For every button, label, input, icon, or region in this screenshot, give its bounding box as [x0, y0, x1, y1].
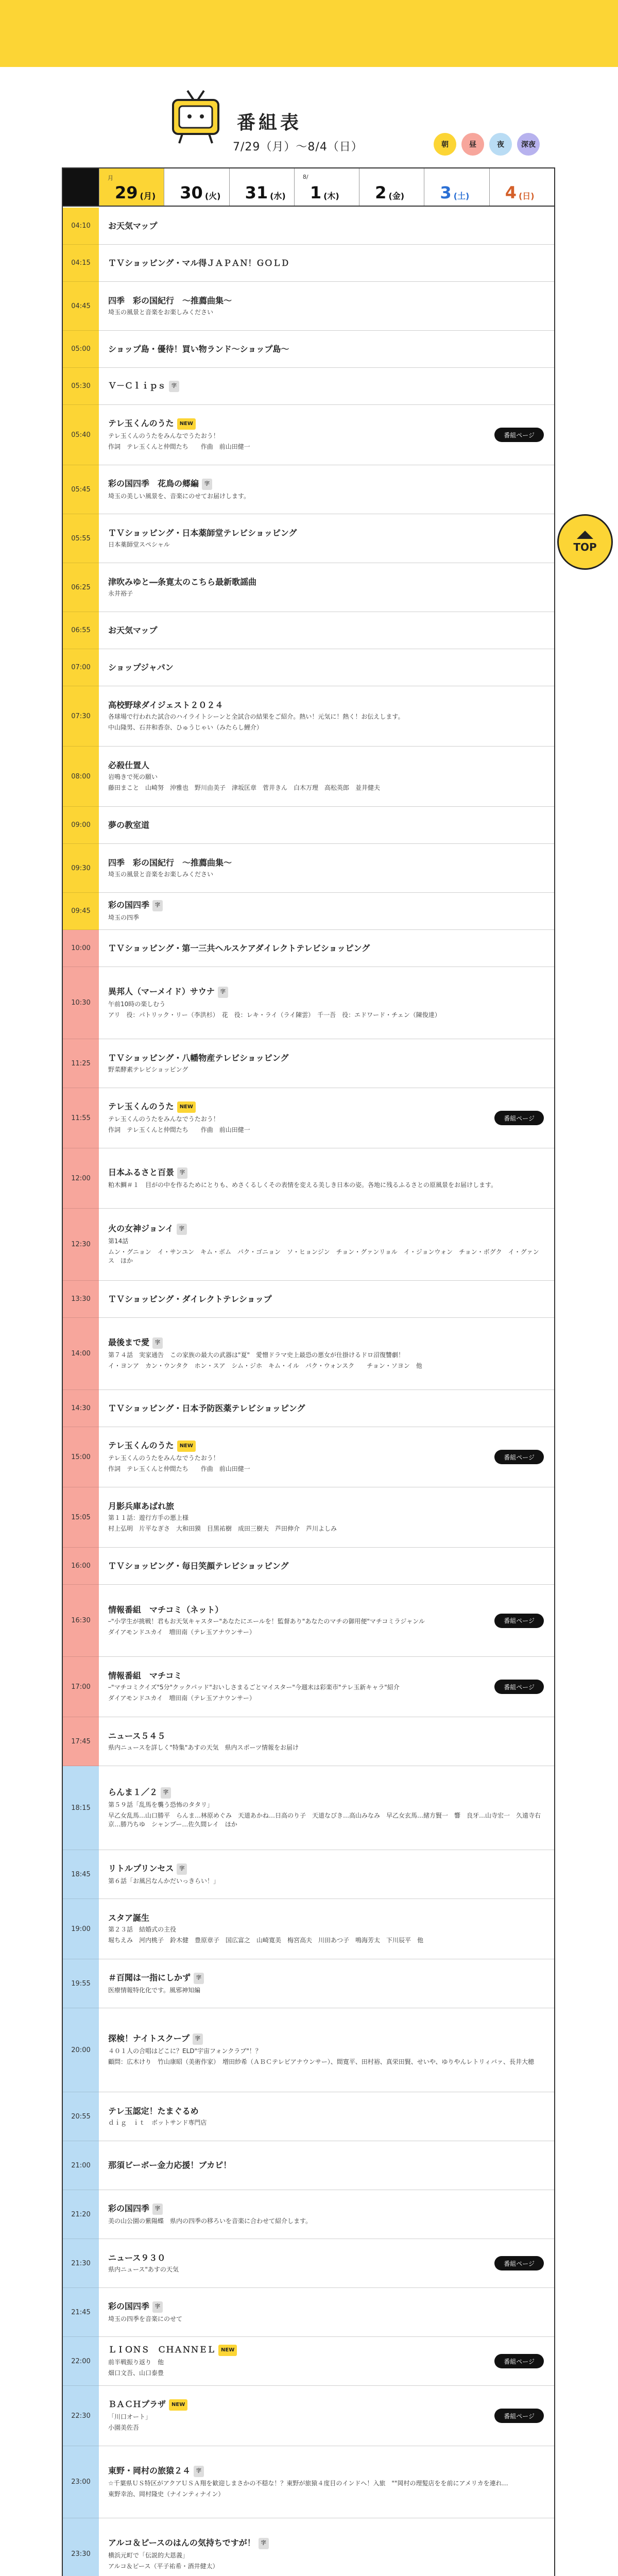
program-item[interactable] [99, 1148, 554, 1209]
time-slot: 11:55 [63, 1088, 99, 1148]
program-item[interactable] [99, 514, 554, 563]
day-weekday: (土) [453, 191, 470, 201]
time-slot: 19:00 [63, 1899, 99, 1959]
program-title: スタア誕生 [108, 1913, 150, 1923]
program-description: 野菜酵素テレビショッピング [108, 1065, 188, 1073]
program-item[interactable] [99, 686, 554, 747]
day-number: 3 [440, 183, 452, 202]
program-item[interactable] [99, 1390, 554, 1427]
program-title: ＢＡＣＨプラザ NEW [108, 2399, 545, 2411]
program-description: イ・ヨンア カン・ウンタク ホン・スア シム・ジホ キム・イル パク・ウォンスク チョン・ソヨン 他 [108, 1362, 422, 1369]
program-description: 第５９話「乱馬を襲う恐怖のタタリ」 [108, 1801, 214, 1808]
program-description: テレ玉くんのうたをみんなでうたおう！ [108, 432, 219, 439]
caption-badge: 字 [194, 2466, 204, 2477]
time-slot: 22:00 [63, 2337, 99, 2386]
time-slot: 06:25 [63, 563, 99, 612]
program-description: 藤田まこと 山崎努 沖雅也 野川由美子 津坂匡章 菅井きん 白木万理 高松英郎 並井健夫 [108, 784, 381, 791]
program-item[interactable] [99, 2239, 554, 2288]
new-badge: NEW [169, 2399, 187, 2411]
program-title: 高校野球ダイジェスト２０２４ [108, 700, 224, 710]
program-item[interactable] [99, 2141, 554, 2190]
program-item[interactable] [99, 1585, 554, 1657]
time-slot: 10:30 [63, 967, 99, 1039]
caption-badge: 字 [194, 1973, 204, 1984]
program-title: ＃百聞は一指にしかず 字 [108, 1973, 545, 1984]
time-slot: 22:30 [63, 2386, 99, 2446]
program-description: 県内ニュース"あすの天気 [108, 2265, 179, 2273]
day-tab-4[interactable] [489, 168, 554, 206]
program-description: 永井裕子 [108, 589, 133, 597]
program-title: 夢の教室道 [108, 820, 150, 830]
program-description: 作詞 テレ玉くんと仲間たち 作曲 前山田健一 [108, 1465, 250, 1472]
program-item[interactable] [99, 1209, 554, 1281]
time-slot: 11:25 [63, 1039, 99, 1088]
program-item[interactable] [99, 1088, 554, 1148]
new-badge: NEW [177, 418, 196, 430]
program-title: らんま１／２ 字 [108, 1787, 545, 1799]
program-item[interactable] [99, 1281, 554, 1318]
program-item[interactable] [99, 844, 554, 893]
time-slot: 17:00 [63, 1657, 99, 1717]
program-description: 第１１話：遊行方手の悪上様 [108, 1514, 189, 1521]
arrow-up-icon [577, 531, 593, 539]
program-title: Ｖ－Ｃｌｉｐｓ 字 [108, 381, 545, 392]
program-page-button[interactable]: 番組ページ [494, 1680, 544, 1694]
program-title: 情報番組 マチコミ [108, 1671, 182, 1681]
program-item[interactable] [99, 649, 554, 686]
band-filter-3[interactable]: 深夜 [517, 133, 540, 156]
time-slot: 20:55 [63, 2092, 99, 2141]
day-number: 4 [505, 183, 517, 202]
program-item[interactable] [99, 1548, 554, 1585]
program-page-button[interactable]: 番組ページ [494, 1614, 544, 1628]
time-slot: 05:00 [63, 331, 99, 368]
program-description: 作詞 テレ玉くんと仲間たち 作曲 前山田健一 [108, 443, 250, 450]
time-slot: 05:40 [63, 405, 99, 465]
time-slot: 12:30 [63, 1209, 99, 1281]
program-item[interactable] [99, 1039, 554, 1088]
grid-corner [63, 168, 99, 206]
program-item[interactable] [99, 1487, 554, 1548]
time-slot: 05:55 [63, 514, 99, 563]
program-description: 作詞 テレ玉くんと仲間たち 作曲 前山田健一 [108, 1126, 250, 1133]
program-description: 前半戦振り返り 他 [108, 2359, 164, 2366]
program-description: 中山隆男、石井和香奈、ひゅうじゃい（みたらし鯉介） [108, 724, 263, 731]
time-slot: 09:45 [63, 893, 99, 930]
time-slot: 09:30 [63, 844, 99, 893]
program-item[interactable] [99, 1850, 554, 1899]
program-title: ＴＶショッピング・マル得ＪＡＰＡＮ！ＧＯＬＤ [108, 258, 289, 268]
time-slot: 18:15 [63, 1766, 99, 1850]
program-description: 堀ちえみ 河内桃子 鈴木健 豊原章子 国広富之 山崎寛美 梅宮高夫 川田あつ子 鳴海芳太 下川辰平 他 [108, 1937, 424, 1944]
program-description: 畑口文吾、山口泰豊 [108, 2369, 164, 2377]
program-item[interactable] [99, 1959, 554, 2008]
program-page-button[interactable]: 番組ページ [494, 1111, 544, 1125]
day-tab-30[interactable] [164, 168, 229, 206]
program-description: 埼玉の風景と音楽をお楽しみください [108, 870, 214, 878]
program-title: 探検！ナイトスクープ 字 [108, 2033, 545, 2045]
time-slot: 13:30 [63, 1281, 99, 1318]
program-description: 埼玉の四季を音楽にのせて [108, 2315, 183, 2323]
caption-badge: 字 [152, 2301, 163, 2313]
day-number: 30 [180, 183, 203, 202]
band-filter-1[interactable]: 昼 [461, 133, 484, 156]
page-header [0, 67, 618, 170]
date-range: 7/29（月）～8/4（日） [233, 141, 363, 154]
program-description: 小園美佐吾 [108, 2424, 140, 2431]
time-slot: 04:15 [63, 245, 99, 282]
program-item[interactable] [99, 2288, 554, 2337]
program-title: ＴＶショッピング・毎日笑顔テレビショッピング [108, 1561, 289, 1571]
time-band-filters [434, 133, 540, 156]
program-title: お天気マップ [108, 625, 158, 635]
program-title: お天気マップ [108, 221, 158, 231]
program-title: テレ玉くんのうた NEW [108, 418, 545, 430]
program-description: 村上弘明 片平なぎさ 大和田獏 目黒祐樹 成田三樹夫 芦田伸介 芦川よしみ [108, 1525, 337, 1532]
program-page-button[interactable]: 番組ページ [494, 2354, 544, 2368]
program-description: ｰ"小学生が挑戦！君もお天気キャスター"あなたにエールを！監督あり"あなたのマチの御用便"マチコミラジャンル [108, 1617, 425, 1625]
program-page-button[interactable]: 番組ページ [494, 2409, 544, 2423]
program-item[interactable] [99, 282, 554, 331]
program-title: 東野・岡村の旅猿２４ 字 [108, 2466, 545, 2477]
program-item[interactable] [99, 1318, 554, 1390]
time-slot: 04:10 [63, 208, 99, 245]
day-tab-2[interactable] [359, 168, 424, 206]
caption-badge: 字 [152, 2204, 163, 2215]
program-item[interactable] [99, 807, 554, 844]
program-title: ニュース５４５ [108, 1731, 166, 1741]
time-slot: 21:00 [63, 2141, 99, 2190]
program-title: 月影兵庫あばれ旅 [108, 1501, 175, 1511]
program-title: 情報番組 マチコミ（ネット） [108, 1604, 224, 1615]
program-description: 日本薬師堂スペシャル [108, 540, 170, 548]
program-title: 彩の国四季 花鳥の郷編 字 [108, 479, 545, 490]
caption-badge: 字 [177, 1224, 187, 1235]
program-description: ムン・グニョン イ・サンユン キム・ボム パク・ゴニョン ソ・ヒョンジン チョン・グァンリョル イ・ジョンウォン チョン・ボグク イ・グァンス ほか [108, 1248, 539, 1264]
day-weekday: (火) [204, 191, 221, 201]
program-title: 那須ビーボー金力応援！ブカピ！ [108, 2160, 232, 2170]
program-item[interactable] [99, 967, 554, 1039]
day-number: 1 [310, 183, 322, 202]
program-description: 美の山公園の紫陽蝶 県内の四季の移ろいを音楽に合わせて紹介します。 [108, 2217, 312, 2225]
day-number: 2 [375, 183, 387, 202]
program-title: ＴＶショッピング・日本予防医薬テレビショッピング [108, 1403, 305, 1413]
program-title: テレ玉認定！たまぐるめ [108, 2106, 199, 2116]
program-page-button[interactable]: 番組ページ [494, 1450, 544, 1464]
program-list [99, 208, 554, 2576]
back-to-top-button[interactable]: TOP [557, 514, 613, 570]
program-title: リトルプリンセス 字 [108, 1863, 545, 1875]
caption-badge: 字 [152, 900, 163, 911]
time-slot: 16:00 [63, 1548, 99, 1585]
day-tab-29[interactable] [99, 168, 164, 206]
program-title: テレ玉くんのうた NEW [108, 1440, 545, 1452]
caption-badge: 字 [169, 381, 179, 392]
program-item[interactable] [99, 2518, 554, 2576]
program-item[interactable] [99, 1717, 554, 1766]
program-title: ショップ島・優待！買い物ランド～ショップ島～ [108, 344, 289, 354]
program-item[interactable] [99, 2337, 554, 2386]
new-badge: NEW [177, 1101, 196, 1113]
program-item[interactable] [99, 1766, 554, 1850]
time-slot: 06:55 [63, 612, 99, 649]
program-item[interactable] [99, 368, 554, 405]
program-item[interactable] [99, 2008, 554, 2092]
program-title: ＴＶショッピング・日本薬師堂テレビショッピング [108, 528, 297, 538]
program-title: 四季 彩の国紀行 ～推薦曲集～ [108, 857, 232, 868]
program-title: 日本ふるさと百景 字 [108, 1167, 545, 1179]
time-slot: 15:05 [63, 1487, 99, 1548]
program-item[interactable] [99, 465, 554, 514]
program-item[interactable] [99, 747, 554, 807]
time-slot: 07:30 [63, 686, 99, 747]
program-description: 午前10時の楽しむう [108, 1000, 166, 1008]
program-title: 異邦人（マーメイド）サウナ 字 [108, 987, 545, 998]
time-column [63, 208, 99, 2576]
program-description: 医療情報特化化です。風邪神知編 [108, 1986, 201, 1994]
program-description: ダイアモンドユカイ 増田南（テレ玉アナウンサー） [108, 1694, 255, 1702]
day-tab-1[interactable] [294, 168, 359, 206]
program-item[interactable] [99, 1657, 554, 1717]
top-band [0, 0, 618, 67]
program-description: ｄｉｇ ｉｔ ボットサンド専門店 [108, 2119, 207, 2126]
program-description: テレ玉くんのうたをみんなでうたおう！ [108, 1115, 219, 1123]
band-filter-2[interactable]: 夜 [489, 133, 512, 156]
program-title: ショップジャパン [108, 662, 174, 672]
program-title: 彩の国四季 字 [108, 2301, 545, 2313]
program-title: 津吹みゆと―条寛太のこちら最新歌謡曲 [108, 577, 257, 587]
program-description: ｰ"マチコミクイズ"5分"クックパッド"おいしさまるごとマイスター"今週末は彩楽市"テレ玉新キャラ"紹介 [108, 1684, 400, 1691]
program-page-button[interactable]: 番組ページ [494, 428, 544, 442]
time-slot: 05:30 [63, 368, 99, 405]
program-item[interactable] [99, 405, 554, 465]
program-title: ＴＶショッピング・ダイレクトテレショップ [108, 1294, 272, 1304]
program-title: ＴＶショッピング・八幡物産テレビショッピング [108, 1053, 289, 1063]
program-item[interactable] [99, 563, 554, 612]
program-title: ニュース９３０ [108, 2252, 166, 2263]
time-slot: 21:20 [63, 2190, 99, 2239]
program-title: ＴＶショッピング・第一三共ヘルスケアダイレクトテレビショッピング [108, 943, 370, 953]
program-title: 彩の国四季 字 [108, 2204, 545, 2215]
time-slot: 19:55 [63, 1959, 99, 2008]
program-description: 東野幸治、岡村隆史（ナインティナイン） [108, 2490, 225, 2498]
caption-badge: 字 [259, 2538, 269, 2549]
time-slot: 07:00 [63, 649, 99, 686]
program-title: 最後まで愛 字 [108, 1337, 545, 1349]
day-tabs [63, 168, 554, 207]
program-description: テレ玉くんのうたをみんなでうたおう！ [108, 1454, 219, 1462]
time-slot: 21:30 [63, 2239, 99, 2288]
program-description: 第２３話 結婚式の主役 [108, 1926, 177, 1933]
day-weekday: (木) [323, 191, 339, 201]
program-description: 埼玉の風景と音楽をお楽しみください [108, 308, 214, 316]
time-slot: 17:45 [63, 1717, 99, 1766]
day-number: 31 [245, 183, 268, 202]
program-description: ４０１人の合唱はどこに？ELD"宇宙フォンクラブ"！？ [108, 2047, 262, 2055]
time-slot: 23:00 [63, 2446, 99, 2518]
program-item[interactable] [99, 2386, 554, 2446]
program-description: 県内ニュースを詳しく"特集"あすの天気 県内スポーツ情報をお届け [108, 1743, 299, 1751]
tv-mascot-icon [170, 88, 221, 145]
program-item[interactable] [99, 331, 554, 368]
caption-badge: 字 [152, 1337, 163, 1349]
band-filter-0[interactable]: 朝 [434, 133, 456, 156]
caption-badge: 字 [202, 479, 212, 490]
caption-badge: 字 [177, 1863, 187, 1875]
time-slot: 20:00 [63, 2008, 99, 2092]
program-description: 第14話 [108, 1238, 129, 1245]
caption-badge: 字 [193, 2033, 203, 2045]
program-description: 第７４話 実家通告 この家族の最大の武器は"夏" 愛憎ドラマ史上最恐の悪女が仕掛けるドロ沼復讐劇！ [108, 1351, 405, 1359]
program-description: ダイアモンドユカイ 増田南（テレ玉アナウンサー） [108, 1628, 255, 1636]
program-item[interactable] [99, 893, 554, 930]
caption-badge: 字 [177, 1167, 187, 1179]
program-item[interactable] [99, 612, 554, 649]
program-description: 岩鳴きで死の願い [108, 773, 158, 781]
time-slot: 16:30 [63, 1585, 99, 1657]
day-weekday: (水) [270, 191, 286, 201]
time-slot: 18:45 [63, 1850, 99, 1899]
program-item[interactable] [99, 208, 554, 245]
day-tab-31[interactable] [229, 168, 294, 206]
time-slot: 05:45 [63, 465, 99, 514]
program-description: 各球場で行われた試合のハイライトシーンと全試合の結果をご紹介。熱い！元気に！熱く！お伝えします。 [108, 713, 404, 720]
day-tab-3[interactable] [424, 168, 489, 206]
program-item[interactable] [99, 930, 554, 967]
time-slot: 10:00 [63, 930, 99, 967]
time-slot: 14:00 [63, 1318, 99, 1390]
program-description: 埼玉の美しい風景を、音楽にのせてお届けします。 [108, 492, 250, 500]
new-badge: NEW [218, 2345, 237, 2356]
time-slot: 15:00 [63, 1427, 99, 1487]
program-description: 顧問：広木けり 竹山康昭（美術作家） 増田紗希（ＡＢＣテレビアナウンサー）、間寛平、田村裕、真栄田賢、せいや、ゆりやんレトリィバァ、長井大穂 [108, 2058, 535, 2065]
program-item[interactable] [99, 2190, 554, 2239]
program-title: 四季 彩の国紀行 ～推薦曲集～ [108, 295, 232, 306]
program-item[interactable] [99, 2092, 554, 2141]
program-title: 必殺仕置人 [108, 760, 150, 770]
time-slot: 21:45 [63, 2288, 99, 2337]
page-title: 番組表 [237, 112, 302, 133]
program-description: ☆千葉県ＵＳ特区がアクアＵＳＡ翔を歓迎しまさかの不穏な！？東野が旅猿４度目のインドへ！入旅 ""岡村の理髪店をを前にアメリカを連れ… [108, 2479, 508, 2487]
program-description: 「川口オート」 [108, 2413, 152, 2420]
program-title: 火の女神ジョンイ 字 [108, 1224, 545, 1235]
program-title: テレ玉くんのうた NEW [108, 1101, 545, 1113]
program-description: 早乙女乱馬…山口勝平 らんま…林原めぐみ 天道あかね…日高のり子 天道なびき…高山みなみ 早乙女玄馬…緒方賢一 響 良牙…山寺宏一 久遠寺右京…勝乃ちゆ シャンプー…佐久間レイ ほか [108, 1811, 541, 1828]
time-slot: 09:00 [63, 807, 99, 844]
program-page-button[interactable]: 番組ページ [494, 2256, 544, 2270]
program-title: ＬＩＯＮＳ ＣＨＡＮＮＥＬ NEW [108, 2345, 545, 2356]
time-slot: 14:30 [63, 1390, 99, 1427]
program-title: 彩の国四季 字 [108, 900, 545, 911]
program-description: 粕木鯛＃１ 目がの中を作るためにとりも、めさくるしくその表情を変える美しき日本の姿。各地に残るふるさとの原風景をお届けします。 [108, 1181, 497, 1189]
program-item[interactable] [99, 1427, 554, 1487]
time-slot: 23:30 [63, 2518, 99, 2576]
program-description: 埼玉の四季 [108, 914, 140, 921]
day-number: 29 [115, 183, 138, 202]
program-item[interactable] [99, 2446, 554, 2518]
program-title: アルコ＆ピースのはんの気持ちですが！ 字 [108, 2538, 545, 2549]
time-slot: 12:00 [63, 1148, 99, 1209]
program-grid [62, 167, 555, 2576]
day-weekday: (日) [518, 191, 535, 201]
day-month-label: 月 [108, 175, 113, 181]
program-description: 横浜元町で「伝説的大恩義」 [108, 2551, 189, 2559]
time-slot: 08:00 [63, 747, 99, 807]
program-description: アリ 役：パトリック・リー（李洪杉） 花 役：レキ・ライ（ライ陳雲） 千一吾 役：エドワード・チェン（陳俊達） [108, 1011, 441, 1019]
program-item[interactable] [99, 1899, 554, 1959]
day-weekday: (金) [388, 191, 405, 201]
new-badge: NEW [177, 1440, 196, 1452]
caption-badge: 字 [218, 987, 228, 998]
program-item[interactable] [99, 245, 554, 282]
day-month-label: 8/ [302, 174, 308, 180]
program-description: アルコ＆ピース（平子祐希・酒井健太） [108, 2562, 219, 2570]
caption-badge: 字 [161, 1787, 171, 1799]
day-weekday: (月) [140, 191, 156, 201]
program-description: 第６話「お風呂なんかだいっきらい！」 [108, 1877, 220, 1885]
time-slot: 04:45 [63, 282, 99, 331]
